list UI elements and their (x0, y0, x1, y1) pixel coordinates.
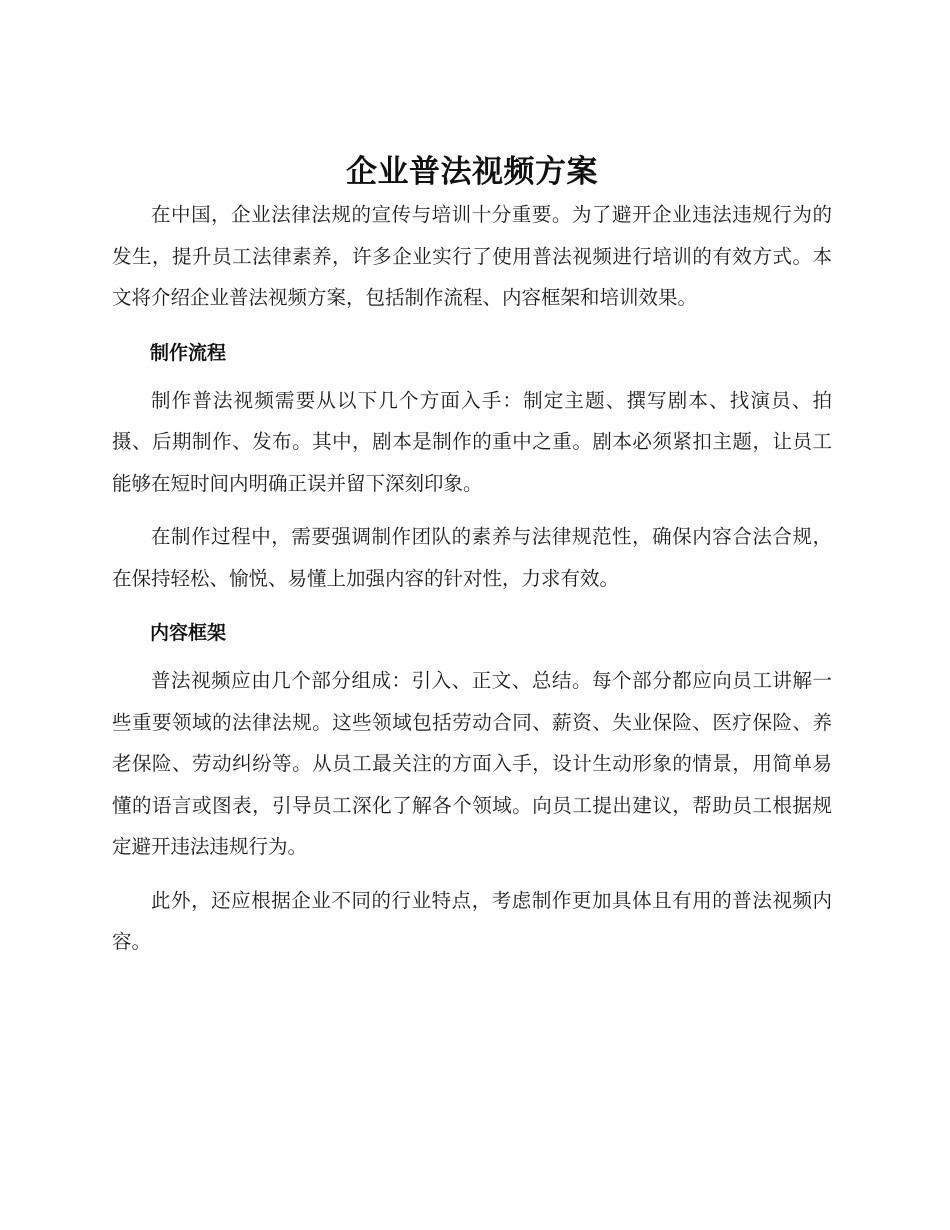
section-content-paragraph-1: 普法视频应由几个部分组成：引入、正文、总结。每个部分都应向员工讲解一些重要领域的法律法规。这些领域包括劳动合同、薪资、失业保险、医疗保险、养老保险、劳动纠纷等。从员工最关注的方面入手，设计生动形象的情景，用简单易懂的语言或图表，引导员工深化了解各个领域。向员工提出建议，帮助员工根据规定避开违法违规行为。 (112, 669, 832, 858)
document-page (112, 150, 832, 963)
intro-paragraph: 在中国，企业法律法规的宣传与培训十分重要。为了避开企业违法违规行为的发生，提升员工法律素养，许多企业实行了使用普法视频进行培训的有效方式。本文将介绍企业普法视频方案，包括制作流程、内容框架和培训效果。 (112, 203, 832, 309)
section-content-paragraph-2: 此外，还应根据企业不同的行业特点，考虑制作更加具体且有用的普法视频内容。 (112, 888, 832, 953)
section-heading-production: 制作流程 (150, 341, 227, 364)
section-production-paragraph-2: 在制作过程中，需要强调制作团队的素养与法律规范性，确保内容合法合规，在保持轻松、愉悦、易懂上加强内容的针对性，力求有效。 (112, 525, 832, 590)
section-production-paragraph-1: 制作普法视频需要从以下几个方面入手：制定主题、撰写剧本、找演员、拍摄、后期制作、发布。其中，剧本是制作的重中之重。剧本必须紧扣主题，让员工能够在短时间内明确正误并留下深刻印象。 (112, 388, 832, 495)
document-title: 企业普法视频方案 (346, 154, 598, 190)
section-heading-content: 内容框架 (150, 622, 227, 644)
